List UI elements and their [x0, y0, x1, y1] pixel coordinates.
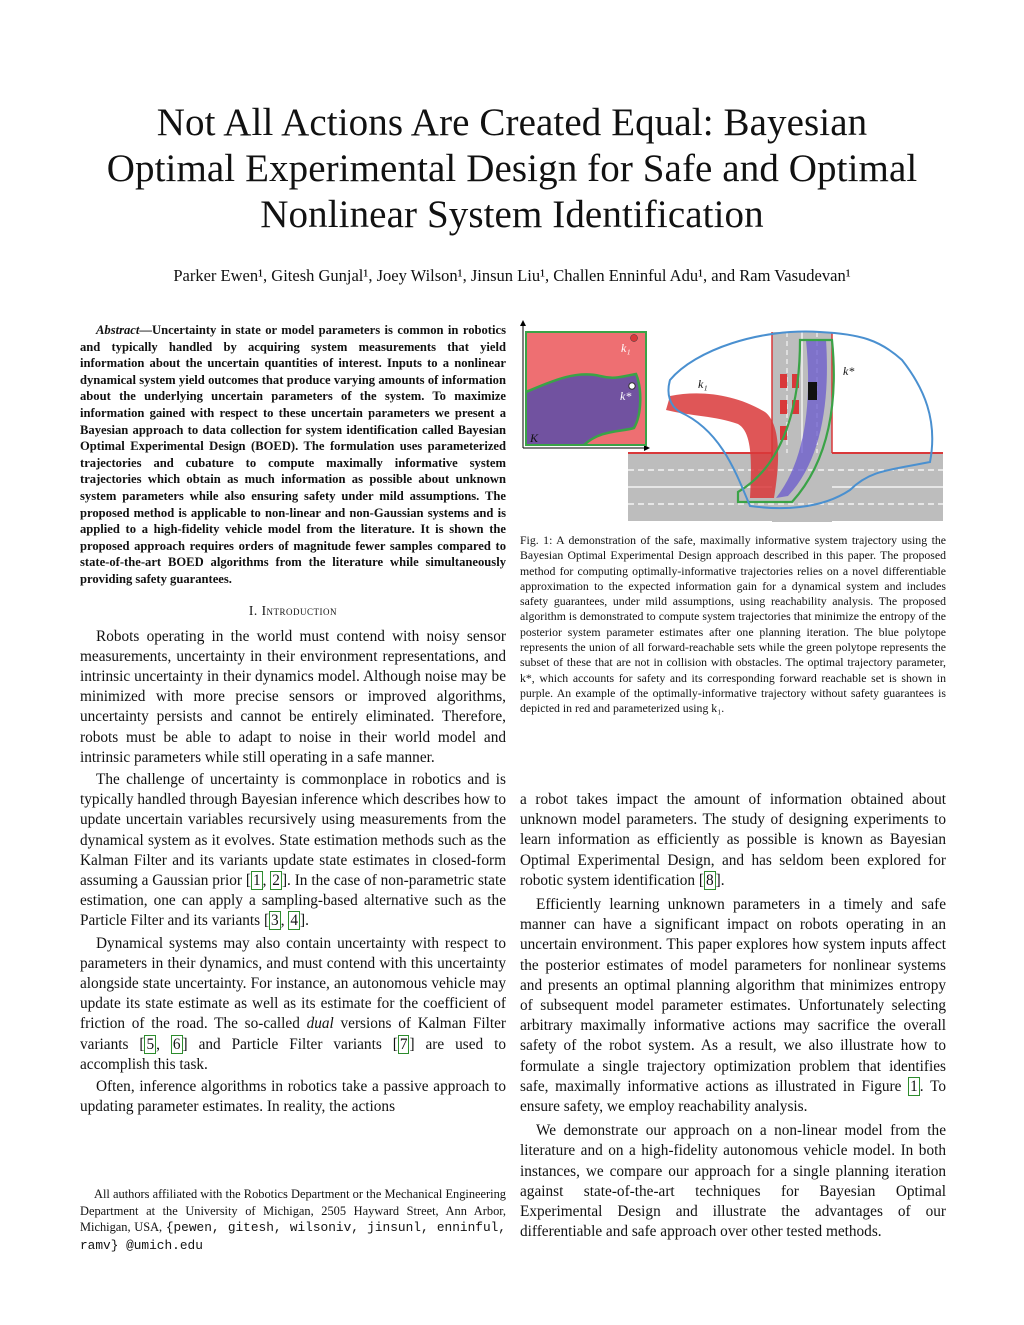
citation-link[interactable]: 1	[252, 871, 261, 889]
abstract-label: Abstract	[96, 323, 140, 337]
title-line-2: Optimal Experimental Design for Safe and Optimal	[106, 147, 918, 190]
footnote-rule	[80, 1180, 506, 1182]
text-run: ].	[715, 871, 725, 889]
text-run: ] and Particle Filter variants [	[182, 1035, 398, 1053]
k1-point	[631, 335, 638, 342]
figure-reference-link[interactable]: 1	[910, 1077, 918, 1095]
citation-link[interactable]: 7	[399, 1035, 408, 1053]
citation-link[interactable]: 5	[146, 1035, 155, 1053]
right-paragraph-1	[520, 790, 946, 891]
parameter-space-plot	[520, 320, 650, 451]
text-run: a robot takes impact the amount of information obtained about unknown model parameters. The study of designing experiments to learn information as efficiently as possible is known as Bayesian Optimal Experimental Design, and has seldom been explored for robotic system identification [	[520, 791, 946, 889]
section-heading-introduction	[80, 603, 506, 619]
affiliation-footnote	[80, 1186, 506, 1254]
intro-paragraph-4: Often, inference algorithms in robotics take a passive approach to updating parameter estimates. In reality, the actions	[80, 1077, 506, 1116]
text-run: . To ensure safety, we employ reachability analysis.	[520, 1077, 946, 1116]
abstract-text: —Uncertainty in state or model parameters is common in robotics and typically handled by acquiring system measurements that yield information about the uncertain quantities of interest. Inputs to a nonlinear dynamical system yield outcomes that produce varying amounts of information about the underlying uncertain parameters of the system. To maximize information gained with respect to these uncertain parameters we present a Bayesian approach to data collection for system identification called Bayesian Optimal Experimental Design (BOED). The formulation uses parameterized trajectories and cubature to compute maximally informative system trajectories which obtain as much information as possible about unknown system parameters while also ensuring safety under mild assumptions. The proposed method is applicable to non-linear and non-Gaussian systems and is applied to a high-fidelity vehicle model from the literature. It is shown the proposed approach requires orders of magnitude fewer samples compared to state-of-the-art BOED algorithms from the literature while simultaneously providing safety guarantees.	[80, 323, 506, 586]
title-line-3: Nonlinear System Identification	[260, 193, 764, 236]
right-paragraph-2	[520, 895, 946, 1117]
text-run: ].	[300, 912, 309, 930]
section-number: I.	[248, 602, 258, 618]
title-line-1: Not All Actions Are Created Equal: Bayesian	[156, 101, 868, 144]
citation-link[interactable]: 4	[290, 912, 299, 930]
citation-link[interactable]: 2	[272, 871, 280, 889]
ego-vehicle	[808, 382, 817, 400]
obstacle-car	[780, 374, 787, 388]
intro-paragraph-3: Dynamical systems may also contain uncertainty with respect to parameters in their dynamics, and must contend with this uncertainty alongside state uncertainty. For instance, an autonomous vehicle may update its state estimate as well as its estimate for the coefficient of friction of the road. The so-called dual versions of Kalman Filter variants [ 5 , 6 ] and Particle Filter variants [ 7 ] are used to accomplish this task.	[80, 934, 506, 1073]
text-run: The challenge of uncertainty is commonplace in robotics and is typically handled through Bayesian inference which describes how to update uncertain variables recursively using measurements from the dynamical system as it evolves. State estimation methods such as the Kalman Filter and its variants update state estimates in closed-form assuming a Gaussian prior [	[80, 770, 506, 889]
left-column	[80, 322, 506, 1117]
author-list: Parker Ewen¹, Gitesh Gunjal¹, Joey Wilson¹, Jinsun Liu¹, Challen Enninful Adu¹, and Ram Vasudevan¹	[173, 266, 851, 285]
k1-label: k₁	[621, 341, 631, 355]
paper-title	[60, 100, 964, 238]
citation-link[interactable]: 6	[172, 1035, 181, 1053]
road-scene	[628, 332, 943, 522]
abstract	[80, 322, 506, 588]
text-run: ]. In the case of non-parametric state estimation, one can apply a sampling-based alternative such as the Particle Filter and its variants [	[80, 871, 506, 930]
kstar-road-label: k*	[843, 364, 855, 378]
emphasis-dual: dual	[306, 1015, 334, 1033]
K-label: K	[530, 431, 539, 445]
intro-paragraph-2: The challenge of uncertainty is commonplace in robotics and is typically handled through Bayesian inference which describes how to update uncertain variables recursively using measurements from the dynamical system as it evolves. State estimation methods such as the Kalman Filter and its variants update state estimates in closed-form assuming a Gaussian prior [ 1 , 2 ]. In the case of non-parametric state estimation, one can apply a sampling-based alternative such as the Particle Filter and its variants [ 3 , 4 ].	[80, 770, 506, 930]
text-run: Efficiently learning unknown parameters in a timely and safe manner can have a significant impact on robots operating in an uncertain environment. This paper explores how system inputs affect the posterior estimates of model parameters for nonlinear systems and presents an optimal planning algorithm that minimizes entropy of subsequent model parameter estimates. Unfortunately selecting arbitrary maximally informative actions may sacrifice the overall safety of the robot system. As a result, we also illustrate how to formulate a single trajectory optimization problem that identifies safe, maximally informative actions as illustrated in Figure	[520, 896, 946, 1095]
figure-caption: Fig. 1: A demonstration of the safe, maximally informative system trajectory using the Bayesian Optimal Experimental Design approach described in this paper. The proposed method for computing optimally-informative trajectories relies on a novel differentiable approximation to the expected information gain for a dynamical system and includes safety guarantees, under mild assumptions, using reachability analysis. The proposed algorithm is demonstrated to compute system trajectories that minimize the entropy of the posterior system parameter estimates after one planning iteration. The blue polytope represents the union of all forward-reachable sets while the green polytope represents the subset of these that are not in collision with obstacles. The optimal trajectory parameter, k*, which accounts for safety and its corresponding forward reachable set is shown in purple. An example of the optimally-informative trajectory without safety guarantees is depicted in red and parameterized using k₁.	[520, 533, 946, 716]
footnote-text: All authors affiliated with the Robotics Department or the Mechanical Engineering Department at the University of Michigan, 2505 Hayward Street, Ann Arbor, Michigan, USA,	[80, 1187, 506, 1234]
right-paragraph-3: We demonstrate our approach on a non-linear model from the literature and on a high-fidelity autonomous vehicle model. In both instances, we compare our approach for a single planning iteration against state-of-the-art techniques for Bayesian Optimal Experimental Design and illustrate the advantages of our differentiable and safe approach over other tested methods.	[520, 1122, 946, 1241]
citation-link[interactable]: 8	[705, 871, 714, 889]
kstar-label: k*	[620, 389, 632, 403]
figure-1	[520, 320, 946, 530]
citation-link[interactable]: 3	[271, 912, 279, 930]
k1-road-label: k₁	[698, 377, 708, 391]
text-run: Dynamical systems may also contain uncertainty with respect to parameters in their dynamics, and must contend with this uncertainty alongside state uncertainty. For instance, an autonomous vehicle may update its state estimate as well as its estimate for the coefficient of friction of the road. The so-called	[80, 934, 506, 1033]
text-run: ] are used to accomplish this task.	[80, 1035, 506, 1073]
footnote-emails: {pewen, gitesh, wilsoniv, jinsunl, enninful, ramv} @umich.edu	[80, 1220, 506, 1253]
y-axis-arrow	[520, 320, 526, 326]
right-column	[520, 790, 946, 1242]
section-title: Introduction	[261, 602, 338, 618]
intro-paragraph-1: Robots operating in the world must contend with noisy sensor measurements, uncertainty in their environment representations, and intrinsic uncertainty in their dynamics model. Although noise may be minimized with more precise sensors or improved algorithms, uncertainty persists and cannot be entirely eliminated. Therefore, robots must be able to adapt to noise in their world model and intrinsic parameters while still operating in a safe manner.	[80, 627, 506, 766]
obstacle-car	[780, 400, 787, 414]
text-run: versions of Kalman Filter variants [	[80, 1015, 506, 1053]
